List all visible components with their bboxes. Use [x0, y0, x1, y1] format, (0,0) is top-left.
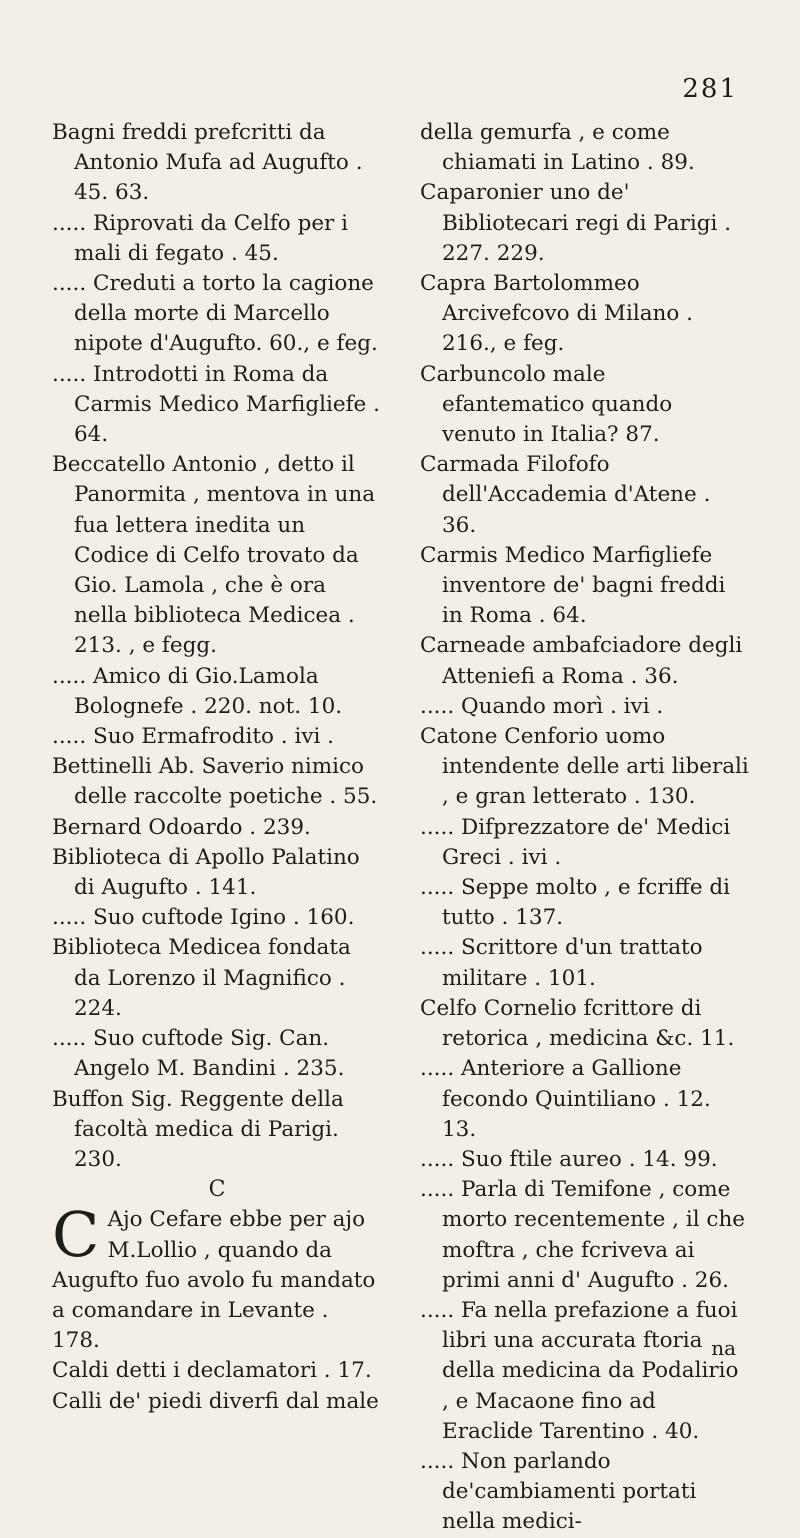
dropcap-letter: C	[52, 1198, 100, 1272]
index-entry: ..... Suo ftile aureo . 14. 99.	[420, 1146, 718, 1172]
index-column-right	[420, 118, 750, 1538]
catchword: na	[711, 1336, 736, 1360]
index-entry: ..... Suo Ermafrodito . ivi .	[52, 724, 335, 750]
entry-group-c-cont	[420, 118, 750, 1538]
page-number: 281	[682, 74, 738, 104]
index-entry: della gemurfa , e come chiamati in Latino . 89.	[420, 120, 695, 176]
index-entry: Carneade ambafciadore degli Atteniefi a Roma . 36.	[420, 633, 743, 689]
entry-group-c	[52, 1356, 382, 1416]
index-entry: ..... Creduti a torto la cagione della morte di Marcello nipote d'Augufto. 60., e feg.	[52, 271, 378, 357]
index-entry: Biblioteca Medicea fondata da Lorenzo il Magnifico . 224.	[52, 935, 351, 1021]
index-entry: Celfo Cornelio fcrittore di retorica , medicina &c. 11.	[420, 995, 735, 1052]
index-entry: Carbuncolo male efantematico quando venuto in Italia? 87.	[420, 361, 673, 448]
index-entry: ..... Seppe molto , e fcriffe di tutto . 137.	[420, 875, 731, 931]
entry-group-b	[52, 118, 382, 1175]
index-entry: ..... Amico di Gio.Lamola Bolognefe . 220. not. 10.	[52, 663, 343, 719]
index-entry: Bettinelli Ab. Saverio nimico delle raccolte poetiche . 55.	[52, 754, 378, 810]
index-entry: Calli de' piedi diverfi dal male	[52, 1388, 379, 1414]
index-entry: Caldi detti i declamatori . 17.	[52, 1358, 372, 1384]
index-entry: ..... Fa nella prefazione a fuoi libri una accurata ftoria della medicina da Podalirio , e Macaone fino ad Eraclide Tarentino . 40.	[420, 1297, 739, 1444]
dropcap-entry-text: Ajo Cefare ebbe per ajo M.Lollio , quando da Augufto fuo avolo fu mandato a comandare in Levante . 178.	[52, 1207, 376, 1354]
dropcap-entry	[52, 1198, 382, 1356]
index-entry: ..... Anteriore a Gallione fecondo Quintiliano . 12. 13.	[420, 1056, 711, 1142]
index-entry: ..... Introdotti in Roma da Carmis Medico Marfigliefe . 64.	[52, 361, 380, 448]
index-entry: Capra Bartolommeo Arcivefcovo di Milano . 216., e feg.	[420, 271, 693, 357]
index-entry: ..... Suo cuftode Sig. Can. Angelo M. Bandini . 235.	[52, 1026, 345, 1082]
index-entry: Biblioteca di Apollo Palatino di Augufto . 141.	[52, 844, 360, 901]
index-entry: Carmada Filofofo dell'Accademia d'Atene . 36.	[420, 452, 711, 538]
index-entry: Beccatello Antonio , detto il Panormita , mentova in una fua lettera inedita un Codice di Celfo trovato da Gio. Lamola , che è ora nella biblioteca Medicea . 213. , e fegg.	[52, 452, 376, 659]
letter-heading: C	[208, 1177, 226, 1203]
index-entry: Carmis Medico Marfigliefe inventore de' bagni freddi in Roma . 64.	[420, 542, 726, 629]
index-entry: ..... Quando morì . ivi .	[420, 693, 664, 719]
index-entry: ..... Non parlando de'cambiamenti portati nella medici-	[420, 1448, 697, 1535]
index-entry: Caparonier uno de' Bibliotecari regi di Parigi . 227. 229.	[420, 180, 732, 266]
index-entry: ..... Riprovati da Celfo per i mali di fegato . 45.	[52, 210, 349, 266]
index-entry: Bernard Odoardo . 239.	[52, 814, 311, 840]
index-entry: ..... Difprezzatore de' Medici Greci . ivi .	[420, 814, 731, 870]
index-column-left	[52, 118, 382, 1417]
index-entry: ..... Parla di Temifone , come morto recentemente , il che moftra , che fcriveva ai primi anni d' Augufto . 26.	[420, 1177, 746, 1293]
index-entry: Catone Cenforio uomo intendente delle arti liberali , e gran letterato . 130.	[420, 724, 749, 810]
index-entry: Bagni freddi prefcritti da Antonio Mufa ad Augufto . 45. 63.	[52, 120, 363, 206]
index-entry: ..... Suo cuftode Igino . 160.	[52, 905, 355, 931]
index-entry: ..... Scrittore d'un trattato militare . 101.	[420, 935, 703, 991]
index-entry: Buffon Sig. Reggente della facoltà medica di Parigi. 230.	[52, 1086, 344, 1172]
